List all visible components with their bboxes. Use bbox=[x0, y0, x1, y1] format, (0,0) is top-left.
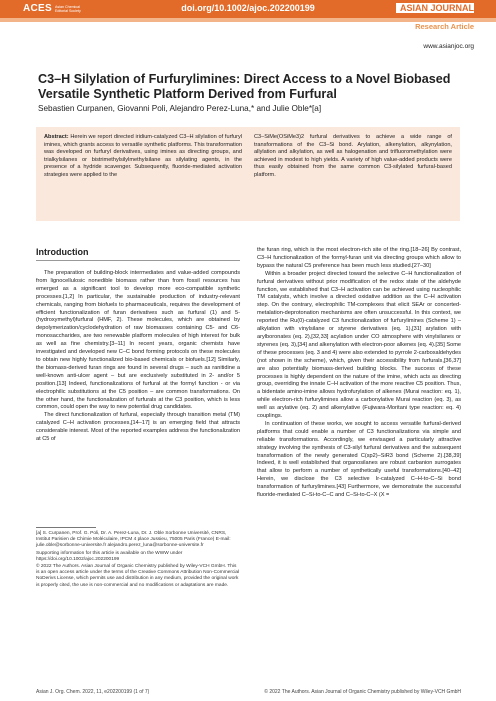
abstract-right: C3–SiMe(OSiMe3)2 furfural derivatives to achieve a wide range of transformations of the C3–Si bond. Arylation, alkenylation, alkynylation, allylation and alkylation, as well as halogenation and trifluoromethylation were achieved in modest to high yields. A variety of high value-added products were thus easily obtained from the same common C3-silylated furfural-based platform. bbox=[254, 134, 452, 178]
abstract-label: Abstract: bbox=[44, 134, 69, 140]
journal-header bbox=[0, 0, 496, 30]
footnote-rule bbox=[36, 527, 96, 528]
right-paragraph-2: Within a broader project directed toward the selective C–H functionalization of furfural derivatives without prior modification of the redox state of the aldehyde function, we established that C3–H activation can be achieved using nucleophilic TM catalysts, which involve a directed oxidative addition as the C–H activation step. On the contrary, electrophilic TM-complexes that elicit SEAr or concerted-metalation-deprotonation mechanisms are often unsuccessful. In this context, we reported the Ru(0)-catalyzed C3 functionalization of furfurylimines (Scheme 1) – alkylation with vinylsilane or styrene derivatives (eq. 1),[31] arylation with arylboronates (eq. 2),[32,33] acylation under CO atmosphere with vinylsilanes or styrenes (eq. 3),[34] and alkenylation with electron-poor alkenes (eq. 4).[35] Some of these processes (eq. 3 and 4) were also extended to pyrrole 2-carboxaldehydes (not shown in the scheme), which, given their accessibility from furfurals,[36,37] are also potentially biomass-derived building blocks. The success of these processes is highly dependent on the nature of the imine, which acts as directing group, overriding the innate C–H activation of the more reactive C5 position. Thus, a bidentate amino-imine allows hydrofurylation of alkenes (Murai reaction: eq. 1), while electron-rich furfurylimines allow a carbonylative Murai reaction (eq. 3), as well as arylative (eq. 2) and alkenylative (Fujiwara-Moritani type reaction: eq. 4) couplings. bbox=[257, 270, 461, 420]
author-list: Sebastien Curpanen, Giovanni Poli, Alejandro Perez-Luna,* and Julie Oble*[a] bbox=[38, 104, 322, 113]
intro-paragraph-1: The preparation of building-block intermediates and value-added compounds from lignocellulosic nonedible biomass rather than from fossil resources has emerged as a significant tool to develop more eco-compatible synthetic processes.[1,2] In particular, the sustainable production of industry-relevant chemicals, ranging from biofuels to pharmaceuticals, requires the development of efficient functionalization of furan derivatives such as furfural (1) and 5-(hydroxymethyl)furfural (HMF, 2). These molecules, which are obtained by depolymerization/cyclodehydration of raw biomasses containing C5- and C6-monosaccharides, are two renewable platform molecules of high interest for bulk as well as fine chemistry.[3–11] In recent years, organic chemists have investigated and developed new C–C bond forming protocols on these molecules to obtain new highly functionalized bio-based chemicals or biofuels.[12] Similarly, the biomass-derived furan rings are found in several drugs – such as ranitidine a well-known anti-ulcer agent – but are exclusively substituted in 2- and/or 5 position.[13] Indeed, functionalizations of furfural at the formyl function - or via electrophilic substitutions at the C5 position – are common transformations. On the other hand, the functionalization of furfurals at the C3 position, which is less common, could open the way to new potential drug candidates. bbox=[36, 270, 240, 411]
doi-link[interactable]: doi.org/10.1002/ajoc.202200199 bbox=[181, 3, 315, 13]
supporting-info-note: Supporting information for this article is available on the WWW under https://doi.org/10.1002/ajoc.202200199 bbox=[36, 550, 183, 562]
right-paragraph-1: the furan ring, which is the most electron-rich site of the ring.[18–26] By contrast, C3–H functionalization of the formyl-furan unit via directing groups which allow to bypass the natural C5 preference has been much less studied.[27–30] bbox=[257, 247, 461, 269]
article-type: Research Article bbox=[415, 22, 474, 31]
abstract-left-text: Herein we report directed iridium-catalyzed C3–H silylation of furfuryl imines, which grants access to versatile synthetic platforms. This transformation was developed on furfuryl derivatives, using imines as directing groups, and trialkylsilanes or bistrimethylsilylmethylsilane as silylating agents, in the presence of a hydride scavenger. Subsequently, fluoride-mediated activation strategies were applied to the bbox=[44, 134, 242, 178]
abstract-left bbox=[44, 134, 242, 214]
section-rule bbox=[36, 260, 240, 261]
left-column bbox=[36, 270, 240, 444]
intro-paragraph-2: The direct functionalization of furfural, especially through transition metal (TM) catalyzed C–H activation processes,[14–17] is an emerging field that attracts considerable interest. Most of the reported examples address the functionalization at C5 of bbox=[36, 412, 240, 443]
abstract-box bbox=[36, 127, 460, 221]
right-paragraph-3: In continuation of these works, we sought to access versatile furfural-derived platforms that could enable a number of C3 functionalizations via simple and reliable transformations. Accordingly, we envisaged a particularly attractive strategy involving the synthesis of C3-silyl furfural derivatives and the subsequent transformation of the newly generated C(sp2)–SiR3 bond (Scheme 2).[38,39] Indeed, it is well established that organosilanes are robust carbanion surrogates that allow to perform a number of synthetically useful transformations.[40–42] Herein, we disclose the C3 selective Ir-catalyzed C–H-to-C–Si bond transformation of furfurylimines.[43] Furthermore, we demonstrate the successful fluoride-mediated C–Si-to-C–C and C–Si-to-C–X (X = bbox=[257, 420, 461, 499]
journal-name-line2: OF ORGANIC CHEMISTRY bbox=[392, 13, 474, 20]
article-title: C3–H Silylation of Furfurylimines: Direct Access to a Novel Biobased Versatile Synthetic Platform Derived from Furfural bbox=[38, 72, 451, 101]
logo-word: ACES bbox=[23, 3, 52, 14]
footer-citation: Asian J. Org. Chem. 2022, 11, e202200199 (1 of 7) bbox=[36, 689, 150, 695]
license-note: © 2022 The Authors. Asian Journal of Organic Chemistry published by Wiley-VCH GmbH. This is an open access article under the terms of the Creative Commons Attribution Non-Commercial NoDerivs License, which permits use and distribution in any medium, provided the original work is properly cited, the use is non-commercial and no modifications or adaptations are made. bbox=[36, 564, 240, 588]
right-column bbox=[257, 247, 461, 500]
logo-subtitle: Asian Chemical Editorial Society bbox=[54, 4, 81, 13]
footnotes bbox=[36, 531, 240, 590]
journal-url[interactable]: www.asianjoc.org bbox=[423, 43, 474, 50]
footer-copyright: © 2022 The Authors. Asian Journal of Organic Chemistry published by Wiley-VCH GmbH bbox=[264, 689, 461, 695]
section-heading-introduction: Introduction bbox=[36, 247, 89, 257]
journal-name: ASIAN JOURNAL bbox=[396, 3, 474, 13]
affiliation-note: [a] S. Curpanen, Prof. G. Poli, Dr. A. Perez-Luna, Dr. J. Oble Sorbonne Université, CNRS, Institut Parisien de Chimie Moléculaire, IPCM 4 place Jussieu, 75005 Paris (France) E-mail: julie.oble@sorbonne-universite.fr alejandro.perez_luna@sorbonne-universite.fr bbox=[36, 531, 231, 549]
